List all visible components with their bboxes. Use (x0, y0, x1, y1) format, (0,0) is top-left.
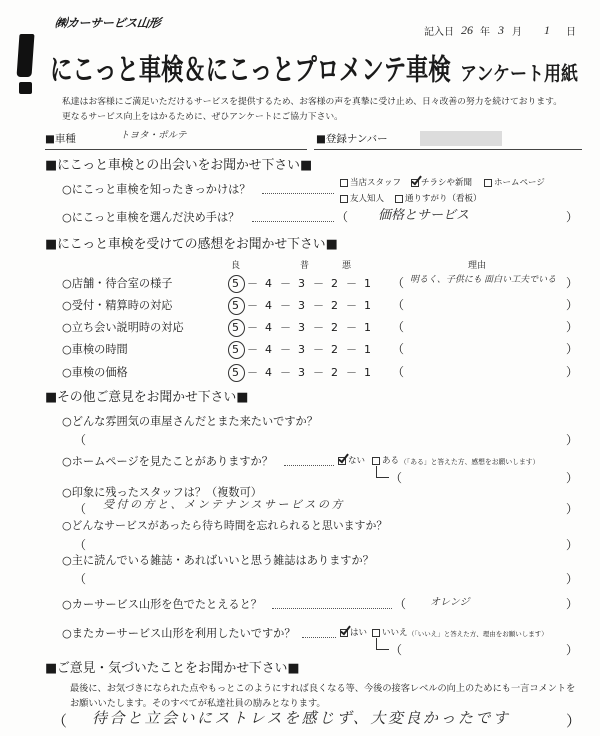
intro-line: 私達はお客様にご満足いただけるサービスを提供するため、お客様の声を真摯に受け止め、日々改善の努力を続けております。 (62, 97, 563, 107)
checkbox-passing-by (395, 195, 403, 203)
comments-instruction: 最後に、お気づきになられた点やもっとこのようにすれば良くなる等、今後の接客レベルの向上のためにも一言コメントを (70, 683, 576, 694)
question-color: ○カーサービス山形を色でたとえると？ (62, 598, 262, 611)
dotted-leader (284, 465, 334, 466)
scale-separator: － (346, 277, 357, 290)
scale-separator: － (247, 277, 258, 290)
scale-header-reason: 理由 (468, 261, 487, 271)
scale-separator: － (313, 321, 324, 334)
vehicle-model-label: ■車種 (45, 133, 76, 145)
scale-separator: － (247, 366, 258, 379)
date-month-unit: 月 (512, 27, 522, 38)
checkbox-store-staff (340, 179, 348, 187)
paren-open: （ (392, 320, 405, 334)
option-label: 当店スタッフ (350, 178, 402, 188)
scale-number: 4 (265, 277, 272, 290)
scale-number: 1 (364, 321, 371, 334)
checkbox-revisit-yes (340, 629, 348, 637)
scale-separator: － (280, 343, 291, 356)
impression-row-price (0, 367, 600, 383)
scale-number: 3 (298, 366, 305, 379)
paren-close: ） (566, 471, 579, 485)
dotted-leader (272, 608, 392, 609)
paren-open: （ (74, 572, 87, 586)
answer-staff: 受付の方と、メンテナンスサービスの方 (103, 499, 345, 511)
paren-open: （ (390, 643, 403, 657)
paren-open: （ (392, 365, 405, 379)
scale-number: 2 (331, 366, 338, 379)
date-day-value: 1 (544, 23, 550, 37)
option-label: ホームページ (494, 178, 545, 188)
comments-instruction: お願いいたします。そのすべてが私達社員の励みとなります。 (70, 698, 326, 709)
vehicle-model-value: トヨタ・ポルテ (120, 131, 187, 141)
question-deciding-factor: ○にこっと車検を選んだ決め手は？ (62, 211, 240, 224)
checkbox-homepage-no (338, 457, 346, 465)
scale-separator: － (313, 277, 324, 290)
paren-close: ） (566, 320, 579, 334)
divider (45, 149, 307, 150)
company-logo-text: ㈱カーサービス山形 (54, 16, 162, 30)
question-homepage: ○ホームページを見たことがありますか？ (62, 455, 273, 468)
scale-number: 2 (331, 299, 338, 312)
scale-separator: － (247, 299, 258, 312)
scale-separator: － (280, 277, 291, 290)
scale-number: 3 (298, 343, 305, 356)
exclamation-mark-icon (16, 34, 38, 96)
question-atmosphere: ○どんな雰囲気の車屋さんだとまた来たいですか？ (62, 415, 318, 428)
paren-close: ） (566, 502, 579, 516)
paren-close: ） (566, 298, 579, 312)
scale-header-good: 良 (231, 261, 241, 271)
dotted-leader (252, 221, 334, 222)
date-month-value: 3 (498, 23, 504, 37)
answer-color: オレンジ (430, 597, 470, 608)
scale-number: 1 (364, 277, 371, 290)
option-label: 友人知人 (350, 194, 385, 204)
scale-number: 4 (265, 321, 272, 334)
date-year-unit: 年 (480, 27, 490, 38)
section-heading-encounter: ■にこっと車検との出会いをお聞かせ下さい■ (45, 158, 313, 173)
date-label: 記入日 (424, 27, 454, 38)
scale-number: 5 (232, 343, 239, 356)
scale-number: 5 (232, 366, 239, 379)
paren-open: （ (74, 502, 87, 516)
section-heading-impressions: ■にこっと車検を受けての感想をお聞かせ下さい■ (45, 237, 338, 252)
form-title: にこっと車検＆にこっとプロメンテ車検 (50, 53, 451, 88)
scale-separator: － (280, 366, 291, 379)
scale-separator: － (247, 321, 258, 334)
connector-line (376, 466, 389, 478)
scale-number: 3 (298, 277, 305, 290)
option-label: はい (350, 628, 368, 638)
scale-number: 3 (298, 321, 305, 334)
scale-number: 4 (265, 343, 272, 356)
impression-row-shop (0, 274, 600, 294)
impression-reason: 明るく、子供にも 面白い工夫でいる (410, 274, 557, 284)
divider (314, 149, 582, 150)
scale-number: 3 (298, 299, 305, 312)
dotted-leader (262, 193, 334, 194)
paren-close: ） (566, 712, 582, 730)
question-how-found: ○にこっと車検を知ったきっかけは？ (62, 183, 251, 196)
checkbox-flyer-newspaper (411, 179, 419, 187)
intro-line: 更なるサービス向上をはかるために、ぜひアンケートにご協力下さい。 (62, 112, 343, 122)
paren-close: ） (566, 276, 579, 290)
checkbox-revisit-no (372, 629, 380, 637)
paren-open: （ (394, 597, 407, 611)
option-note: （「いいえ」と答えた方、理由をお願いします） (408, 630, 548, 638)
scale-separator: － (313, 343, 324, 356)
scale-separator: － (313, 299, 324, 312)
scale-separator: － (313, 366, 324, 379)
impression-row-reception (0, 300, 600, 316)
scale-separator: － (280, 299, 291, 312)
impression-label: ○店舗・待合室の様子 (62, 277, 173, 290)
redacted-registration-number (420, 131, 502, 146)
connector-line (376, 638, 389, 650)
option-label: 通りすがり（看板） (405, 194, 482, 204)
option-label: チラシや新聞 (421, 178, 473, 188)
section-heading-other: ■その他ご意見をお聞かせ下さい■ (45, 390, 249, 405)
impression-row-time (0, 344, 600, 360)
scale-number: 4 (265, 299, 272, 312)
question-magazines: ○主に読んでいる雑誌・あればいいと思う雑誌はありますか？ (62, 554, 374, 567)
paren-close: ） (566, 342, 579, 356)
scale-header-normal: 普 (300, 261, 310, 271)
paren-open: （ (52, 712, 68, 730)
form-subtitle: アンケート用紙 (460, 62, 578, 86)
scale-separator: － (346, 299, 357, 312)
paren-open: （ (390, 471, 403, 485)
scale-header-bad: 悪 (342, 261, 352, 271)
option-label: ある (382, 456, 400, 466)
scale-number: 2 (331, 277, 338, 290)
option-note: （「ある」と答えた方、感想をお願いします） (400, 458, 540, 466)
paren-open: （ (392, 276, 405, 290)
scale-separator: － (280, 321, 291, 334)
scale-separator: － (346, 343, 357, 356)
paren-close: ） (566, 643, 579, 657)
paren-open: （ (392, 342, 405, 356)
registration-number-label: ■登録ナンバー (316, 133, 388, 145)
impression-row-explanation (0, 322, 600, 338)
checkbox-homepage-yes (372, 457, 380, 465)
scale-separator: － (346, 366, 357, 379)
question-waiting-service: ○どんなサービスがあったら待ち時間を忘れられると思いますか？ (62, 519, 388, 532)
checkbox-friend (340, 195, 348, 203)
scale-number: 1 (364, 299, 371, 312)
impression-label: ○車検の価格 (62, 366, 128, 379)
paren-close: ） (566, 210, 579, 224)
paren-open: （ (336, 210, 349, 224)
paren-open: （ (392, 298, 405, 312)
paren-close: ） (566, 365, 579, 379)
paren-close: ） (566, 433, 579, 447)
scale-number: 1 (364, 366, 371, 379)
answer-deciding-factor: 価格とサービス (378, 207, 470, 222)
impression-label: ○立ち会い説明時の対応 (62, 321, 184, 334)
date-year-value: 26 (461, 23, 473, 37)
scale-number: 4 (265, 366, 272, 379)
paren-open: （ (74, 433, 87, 447)
scale-number: 5 (232, 321, 239, 334)
paren-close: ） (566, 572, 579, 586)
scale-number: 1 (364, 343, 371, 356)
question-revisit: ○またカーサービス山形を利用したいですか？ (62, 627, 296, 640)
section-heading-comments: ■ご意見・気づいたことをお聞かせ下さい■ (45, 661, 300, 676)
dotted-leader (302, 637, 336, 638)
scale-number: 2 (331, 321, 338, 334)
date-day-unit: 日 (566, 27, 576, 38)
paren-close: ） (566, 538, 579, 552)
checkbox-homepage (484, 179, 492, 187)
scale-number: 5 (232, 299, 239, 312)
impression-label: ○車検の時間 (62, 343, 128, 356)
paren-close: ） (566, 597, 579, 611)
question-staff: ○印象に残ったスタッフは？（複数可） (62, 486, 262, 499)
paren-open: （ (74, 538, 87, 552)
scale-separator: － (346, 321, 357, 334)
option-label: ない (348, 456, 366, 466)
option-label: いいえ (382, 628, 408, 638)
impression-label: ○受付・精算時の対応 (62, 299, 173, 312)
scale-number: 2 (331, 343, 338, 356)
answer-comments: 待合と立会いにストレスを感じず、大変良かったです (92, 711, 511, 727)
scale-number: 5 (232, 277, 239, 290)
scale-separator: － (247, 343, 258, 356)
